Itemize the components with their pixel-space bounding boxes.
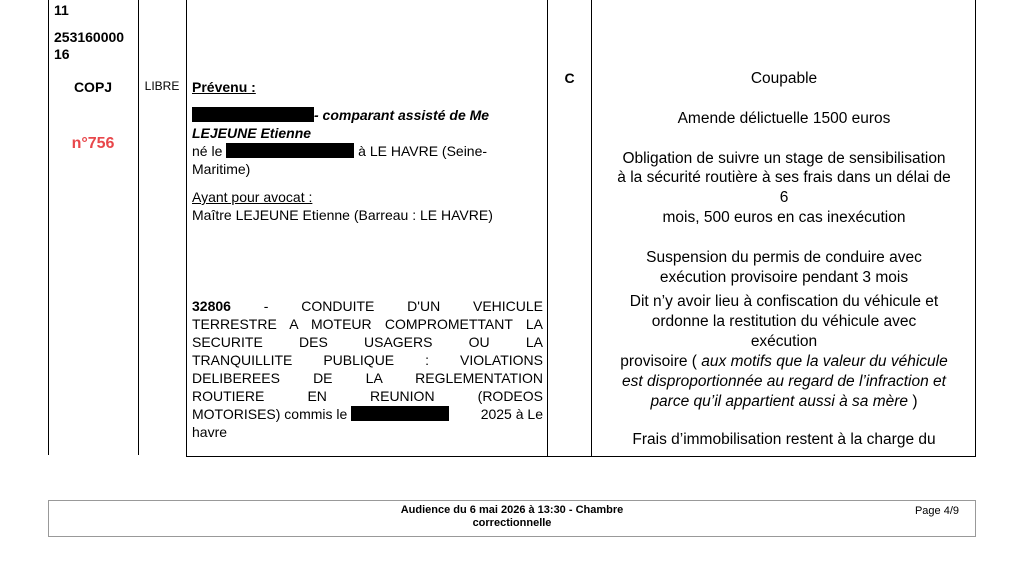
confiscation-line-1: Dit n’y avoir lieu à confiscation du véhicule et [629,293,939,310]
course-line-2: à la sécurité routière à ses frais dans un délai de [617,169,951,186]
procedure-type: COPJ [73,79,113,95]
born-place: à LE HAVRE (Seine- [358,143,488,159]
redacted-offense-date [351,406,449,421]
table-border-col4 [591,0,592,457]
case-id-line2: 253160000 [54,29,125,45]
confiscation-italic: aux motifs que la valeur du véhicule [701,353,948,370]
detention-status: LIBRE [144,79,180,93]
birth-info [192,142,543,160]
party-identity [192,106,543,124]
confiscation-plain: provisoire ( [620,353,697,370]
birth-place-cont: Maritime) [192,161,251,177]
table-border-bottom [186,456,976,457]
case-id-line3: 16 [54,46,70,62]
confiscation-line-2: ordonne la restitution du véhicule avec [651,313,917,330]
course-line-1: Obligation de suivre un stage de sensibilisation [622,150,946,167]
case-id-line1: 11 [54,2,69,18]
page-footer [48,500,976,537]
offense-line-6: ROUTIERE EN REUNION (RODEOS [192,388,543,404]
course-line-4: mois, 500 euros en cas inexécution [662,209,906,226]
offense-date-prefix: MOTORISES) commis le [192,406,348,422]
confiscation-close: ) [912,393,918,410]
offense-line-2: TERRESTRE A MOTEUR COMPROMETTANT LA [192,316,543,332]
confiscation-line-5: est disproportionnée au regard de l’infraction et [622,373,946,390]
party-heading: Prévenu : [192,79,256,95]
hearing-line-1: Audience du 6 mai 2026 à 13:30 - Chambre [400,504,624,516]
counsel-name: Maître LEJEUNE Etienne (Barreau : LE HAVRE) [192,207,493,223]
appearance-text: - comparant assisté de Me [314,107,490,123]
table-border-col1 [138,0,139,455]
offense-text: - CONDUITE D'UN VEHICULE [263,298,544,314]
verdict: Coupable [750,70,818,87]
decision-code: C [564,70,575,86]
confiscation-italic-end: parce qu’il appartient aussi à sa mère [650,393,909,410]
offense-line-1 [192,297,543,315]
hearing-line-2: correctionnelle [472,517,552,529]
offense-code: 32806 [192,298,231,314]
fees: Frais d’immobilisation restent à la charge du [632,431,936,448]
offense-line-7 [192,405,543,423]
table-border-right [975,0,976,457]
table-border-col2 [186,0,187,457]
offense-line-8: havre [192,424,228,440]
redacted-name [192,107,314,122]
lawyer-name: LEJEUNE Etienne [192,125,312,141]
confiscation-line-4 [594,352,974,372]
suspension-line-2: exécution provisoire pendant 3 mois [659,269,909,286]
table-border-col3 [547,0,548,457]
counsel-heading: Ayant pour avocat : [192,189,313,205]
redacted-birthdate [226,143,354,158]
offense-line-5: DELIBEREES DE LA REGLEMENTATION [192,370,543,386]
case-number: n°756 [71,135,115,152]
hearing-info [49,504,975,530]
suspension-line-1: Suspension du permis de conduire avec [646,249,922,266]
born-prefix: né le [192,143,223,159]
confiscation-line-3: exécution [750,333,818,350]
fine: Amende délictuelle 1500 euros [677,110,891,127]
page-number: Page 4/9 [914,505,959,517]
course-line-3: 6 [779,189,789,206]
confiscation-line-6 [594,392,974,412]
table-border-left [48,0,49,455]
offense-line-3: SECURITE DES USAGERS OU LA [192,334,543,350]
offense-date-suffix: 2025 à Le [480,406,543,422]
offense-line-4: TRANQUILLITE PUBLIQUE : VIOLATIONS [192,352,543,368]
